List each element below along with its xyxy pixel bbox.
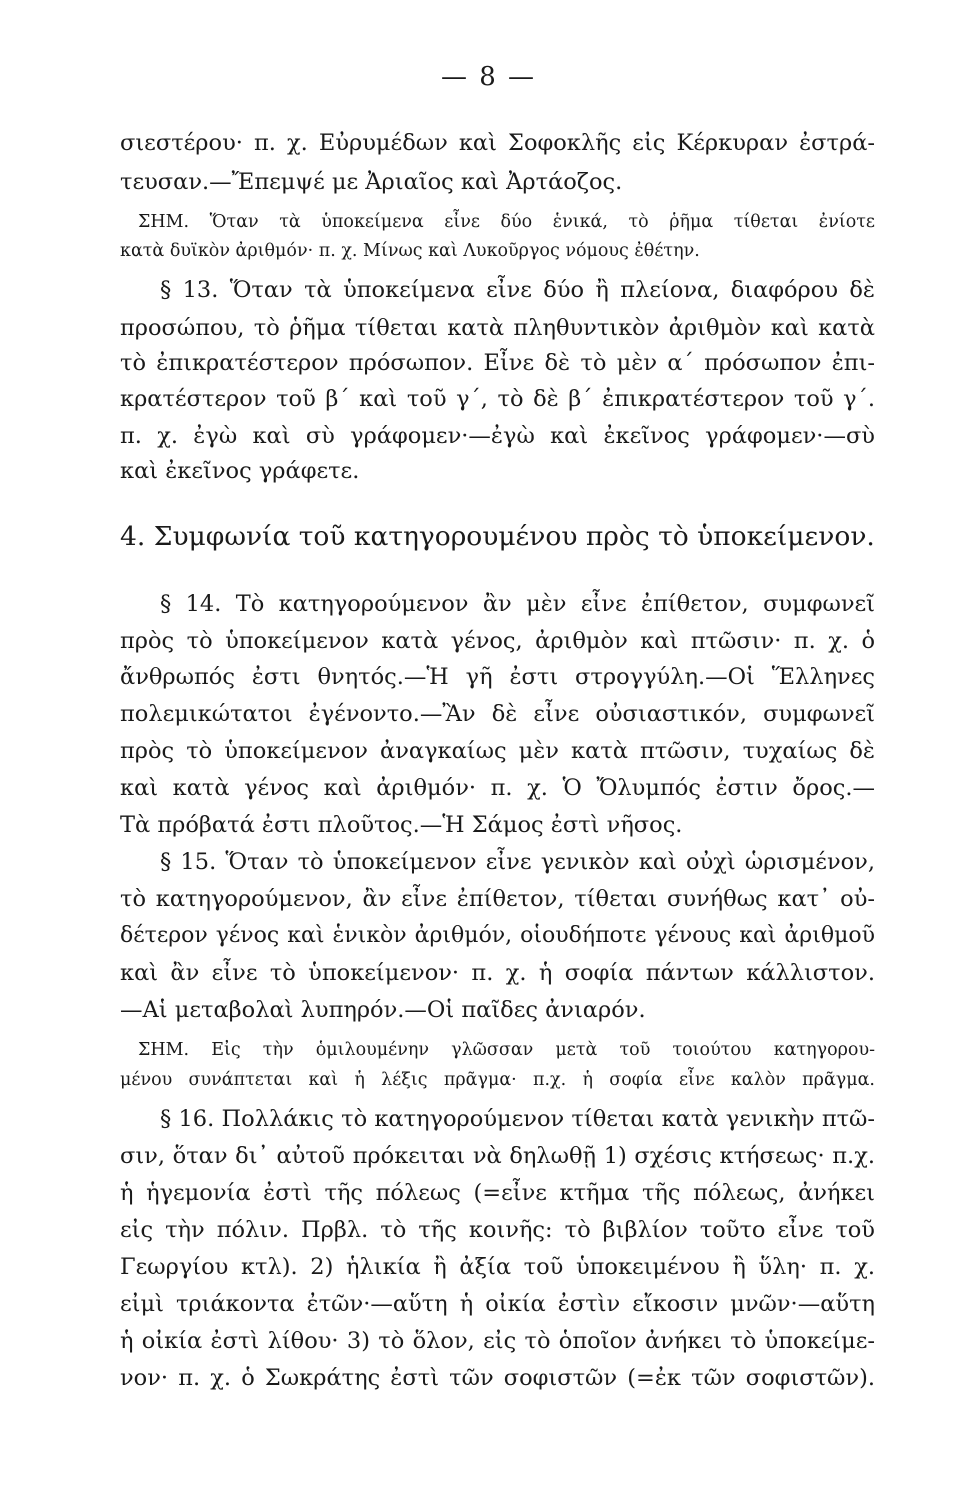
text-line: προσώπου, τὸ ῥῆμα τίθεται κατὰ πληθυντικὸν ἀριθμὸν καὶ κατὰ [120, 315, 875, 341]
note-line: κατὰ δυϊκὸν ἀριθμόν· π. χ. Μίνως καὶ Λυκοῦργος νόμους ἐθέτην. [120, 241, 700, 261]
text-line: καὶ ἐκεῖνος γράφετε. [120, 458, 360, 484]
section-13-line: § 13. Ὅταν τὰ ὑποκείμενα εἶνε δύο ἢ πλείονα, διαφόρου δὲ [160, 277, 875, 303]
text-line: πρὸς τὸ ὑποκείμενον ἀναγκαίως μὲν κατὰ πτῶσιν, τυχαίως δὲ [120, 738, 875, 764]
text-line: ἡ οἰκία ἐστὶ λίθου· 3) τὸ ὅλον, εἰς τὸ ὁποῖον ἀνήκει τὸ ὑποκείμε- [120, 1328, 875, 1354]
text-line: εἰμὶ τριάκοντα ἐτῶν·—αὕτη ἡ οἰκία ἐστὶν εἴκοσιν μνῶν·—αὕτη [120, 1291, 875, 1317]
section-14-line: § 14. Τὸ κατηγορούμενον ἂν μὲν εἶνε ἐπίθετον, συμφωνεῖ [160, 591, 875, 617]
text-line: σιν, ὅταν δι᾿ αὐτοῦ πρόκειται νὰ δηλωθῇ 1) σχέσις κτήσεως· π.χ. [120, 1143, 875, 1169]
text-line: Γεωργίου κτλ). 2) ἡλικία ἢ ἀξία τοῦ ὑποκειμένου ἢ ὕλη· π. χ. [120, 1254, 875, 1280]
text-line: πολεμικώτατοι ἐγένοντο.—Ἂν δὲ εἶνε οὐσιαστικόν, συμφωνεῖ [120, 701, 875, 727]
note-line: ΣΗΜ. Ὅταν τὰ ὑποκείμενα εἶνε δύο ἑνικά, τὸ ῥῆμα τίθεται ἐνίοτε [138, 212, 875, 232]
text-line: ἡ ἡγεμονία ἐστὶ τῆς πόλεως (=εἶνε κτῆμα τῆς πόλεως, ἀνήκει [120, 1180, 875, 1206]
text-line: τὸ κατηγορούμενον, ἂν εἶνε ἐπίθετον, τίθεται συνήθως κατ᾿ οὐ- [120, 886, 875, 912]
text-line: εἰς τὴν πόλιν. Πρβλ. τὸ τῆς κοινῆς: τὸ βιβλίον τοῦτο εἶνε τοῦ [120, 1217, 875, 1243]
section-16-line: § 16. Πολλάκις τὸ κατηγορούμενον τίθεται κατὰ γενικὴν πτῶ- [160, 1106, 875, 1132]
section-heading: 4. Συμφωνία τοῦ κατηγορουμένου πρὸς τὸ ὑποκείμενον. [120, 521, 875, 552]
text-line: σιεστέρου· π. χ. Εὐρυμέδων καὶ Σοφοκλῆς εἰς Κέρκυραν ἐστρά- [120, 130, 875, 156]
text-line: δέτερον γένος καὶ ἑνικὸν ἀριθμόν, οἱουδήποτε γένους καὶ ἀριθμοῦ [120, 923, 875, 948]
text-line: π. χ. ἐγὼ καὶ σὺ γράφομεν·—ἐγὼ καὶ ἐκεῖνος γράφομεν·—σὺ [120, 423, 875, 449]
text-line: —Αἱ μεταβολαὶ λυπηρόν.—Οἱ παῖδες ἀνιαρόν. [120, 997, 646, 1023]
text-line: καὶ ἂν εἶνε τὸ ὑποκείμενον· π. χ. ἡ σοφία πάντων κάλλιστον. [120, 960, 875, 986]
text-line: Τὰ πρόβατά ἐστι πλοῦτος.—Ἡ Σάμος ἐστὶ νῆσος. [120, 812, 683, 838]
text-line: καὶ κατὰ γένος καὶ ἀριθμόν· π. χ. Ὁ Ὄλυμπός ἐστιν ὄρος.— [120, 775, 875, 801]
text-line: κρατέστερον τοῦ β΄ καὶ τοῦ γ΄, τὸ δὲ β΄ ἐπικρατέστερον τοῦ γ΄. [120, 386, 875, 412]
text-line: τευσαν.—Ἔπεμψέ με Ἀριαῖος καὶ Ἀρτάοζος. [120, 169, 623, 195]
section-15-line: § 15. Ὅταν τὸ ὑποκείμενον εἶνε γενικὸν καὶ οὐχὶ ὡρισμένον, [160, 849, 875, 875]
text-line: νον· π. χ. ὁ Σωκράτης ἐστὶ τῶν σοφιστῶν (=ἐκ τῶν σοφιστῶν). [120, 1365, 875, 1391]
text-line: τὸ ἐπικρατέστερον πρόσωπον. Εἶνε δὲ τὸ μὲν α΄ πρόσωπον ἐπι- [120, 350, 875, 376]
note-line: ΣΗΜ. Εἰς τὴν ὁμιλουμένην γλῶσσαν μετὰ τοῦ τοιούτου κατηγορου- [138, 1040, 875, 1060]
text-line: ἄνθρωπός ἐστι θνητός.—Ἡ γῆ ἐστι στρογγύλη.—Οἱ Ἕλληνες [120, 664, 875, 690]
text-line: πρὸς τὸ ὑποκείμενον κατὰ γένος, ἀριθμὸν καὶ πτῶσιν· π. χ. ὁ [120, 628, 875, 654]
page-number: — 8 — [440, 62, 537, 92]
note-line: μένου συνάπτεται καὶ ἡ λέξις πρᾶγμα· π.χ. ἡ σοφία εἶνε καλὸν πρᾶγμα. [120, 1070, 875, 1090]
